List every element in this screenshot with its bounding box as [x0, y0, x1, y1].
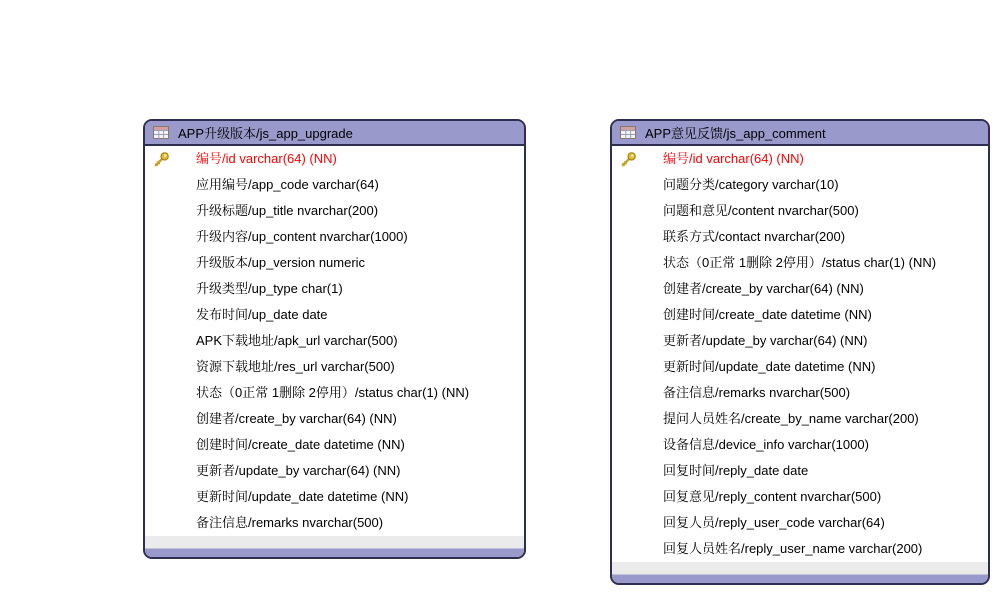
column-label: 更新时间/update_date datetime (NN) — [663, 359, 876, 374]
table-column-row[interactable] — [145, 458, 524, 484]
column-label: 编号/id varchar(64) (NN) — [196, 151, 337, 166]
column-label: 回复人员/reply_user_code varchar(64) — [663, 515, 885, 530]
column-label: 创建者/create_by varchar(64) (NN) — [663, 281, 864, 296]
table-column-row[interactable] — [145, 276, 524, 302]
table-column-row[interactable] — [145, 432, 524, 458]
indexes-strip — [612, 562, 988, 574]
column-label: 回复人员姓名/reply_user_name varchar(200) — [663, 541, 923, 556]
table-column-row[interactable] — [145, 250, 524, 276]
column-label: 更新者/update_by varchar(64) (NN) — [663, 333, 868, 348]
table-column-row[interactable] — [612, 198, 988, 224]
table-column-row[interactable] — [612, 328, 988, 354]
table-header[interactable] — [612, 121, 988, 146]
table-column-row[interactable] — [612, 484, 988, 510]
primary-key-icon — [153, 151, 170, 168]
table-columns-list — [612, 146, 988, 562]
table-columns-list — [145, 146, 524, 536]
table-column-row[interactable] — [612, 276, 988, 302]
column-label: 联系方式/contact nvarchar(200) — [663, 229, 846, 244]
column-label: 回复意见/reply_content nvarchar(500) — [663, 489, 882, 504]
column-label: 升级类型/up_type char(1) — [196, 281, 343, 296]
table-column-row[interactable] — [145, 328, 524, 354]
table-column-row[interactable] — [612, 432, 988, 458]
table-column-row[interactable] — [612, 406, 988, 432]
column-label: 设备信息/device_info varchar(1000) — [663, 437, 869, 452]
column-label: 发布时间/up_date date — [196, 307, 328, 322]
column-label: 提问人员姓名/create_by_name varchar(200) — [663, 411, 919, 426]
table-column-row[interactable] — [145, 380, 524, 406]
column-label: 问题分类/category varchar(10) — [663, 177, 839, 192]
column-label: 应用编号/app_code varchar(64) — [196, 177, 379, 192]
table-column-row[interactable] — [612, 380, 988, 406]
table-column-row-pk[interactable] — [612, 146, 988, 172]
table-footer — [145, 548, 524, 557]
column-label: 更新者/update_by varchar(64) (NN) — [196, 463, 401, 478]
table-column-row[interactable] — [612, 224, 988, 250]
table-title: APP升级版本/js_app_upgrade — [178, 126, 353, 141]
table-column-row[interactable] — [145, 302, 524, 328]
table-title: APP意见反馈/js_app_comment — [645, 126, 826, 141]
table-column-row[interactable] — [612, 510, 988, 536]
column-label: 问题和意见/content nvarchar(500) — [663, 203, 859, 218]
table-column-row[interactable] — [612, 250, 988, 276]
column-label: APK下载地址/apk_url varchar(500) — [196, 333, 398, 348]
primary-key-icon — [620, 151, 637, 168]
table-column-row[interactable] — [145, 354, 524, 380]
column-label: 状态（0正常 1删除 2停用）/status char(1) (NN) — [196, 385, 470, 400]
column-label: 备注信息/remarks nvarchar(500) — [663, 385, 851, 400]
table-column-row[interactable] — [612, 536, 988, 562]
table-column-row[interactable] — [145, 172, 524, 198]
column-label: 升级内容/up_content nvarchar(1000) — [196, 229, 408, 244]
table-column-row-pk[interactable] — [145, 146, 524, 172]
table-column-row[interactable] — [612, 302, 988, 328]
column-label: 升级标题/up_title nvarchar(200) — [196, 203, 379, 218]
table-column-row[interactable] — [612, 354, 988, 380]
table-column-row[interactable] — [145, 510, 524, 536]
column-label: 创建时间/create_date datetime (NN) — [663, 307, 872, 322]
table-footer — [612, 574, 988, 583]
column-label: 备注信息/remarks nvarchar(500) — [196, 515, 384, 530]
column-label: 创建时间/create_date datetime (NN) — [196, 437, 405, 452]
column-label: 回复时间/reply_date date — [663, 463, 809, 478]
column-label: 编号/id varchar(64) (NN) — [663, 151, 804, 166]
table-column-row[interactable] — [612, 458, 988, 484]
table-grid-icon — [620, 126, 636, 139]
table-column-row[interactable] — [612, 172, 988, 198]
table-header[interactable] — [145, 121, 524, 146]
column-label: 升级版本/up_version numeric — [196, 255, 366, 270]
table-js-app-upgrade[interactable] — [143, 119, 526, 559]
column-label: 资源下载地址/res_url varchar(500) — [196, 359, 395, 374]
column-label: 状态（0正常 1删除 2停用）/status char(1) (NN) — [663, 255, 937, 270]
column-label: 创建者/create_by varchar(64) (NN) — [196, 411, 397, 426]
table-column-row[interactable] — [145, 406, 524, 432]
indexes-strip — [145, 536, 524, 548]
table-column-row[interactable] — [145, 198, 524, 224]
table-grid-icon — [153, 126, 169, 139]
table-column-row[interactable] — [145, 224, 524, 250]
table-js-app-comment[interactable] — [610, 119, 990, 585]
column-label: 更新时间/update_date datetime (NN) — [196, 489, 409, 504]
table-column-row[interactable] — [145, 484, 524, 510]
